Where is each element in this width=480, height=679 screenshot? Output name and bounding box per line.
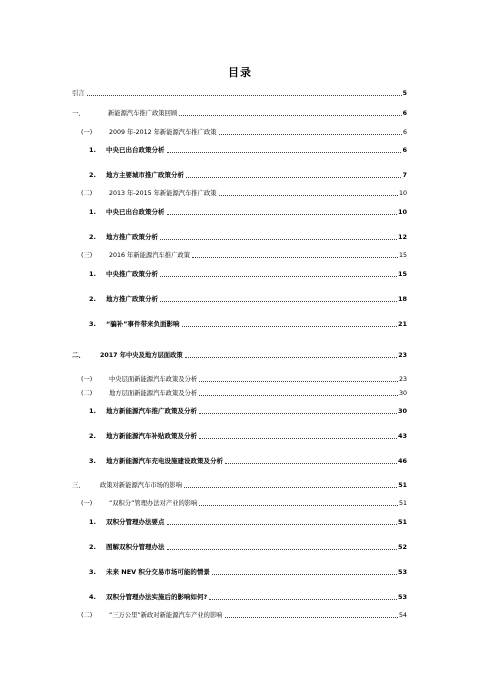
toc-entry-text: 双积分管理办法要点 [106, 518, 165, 526]
toc-leader [199, 413, 397, 414]
toc-leader [219, 195, 398, 196]
toc-entry-text: 新能源汽车推广政策回顾 [108, 110, 178, 117]
toc-entry-text: 地方新能源汽车补贴政策及分析 [106, 432, 197, 440]
toc-entry-page: 21 [397, 320, 407, 328]
toc-entry-page: 51 [398, 482, 407, 489]
toc-entry[interactable] [89, 542, 407, 552]
toc-entry[interactable] [81, 388, 407, 398]
toc-entry-number: (二) [81, 390, 93, 397]
toc-entry-text: 中央已出台政策分析 [106, 146, 165, 154]
toc-entry[interactable] [81, 610, 407, 620]
toc-leader [167, 524, 397, 525]
toc-entry-number: 2. [89, 432, 96, 440]
toc-leader [182, 326, 397, 327]
toc-entry-text: 中央已出台政策分析 [106, 208, 165, 216]
toc-entry-text: 政策对新能源汽车市场的影响 [100, 482, 182, 489]
toc-entry-text: 地方层面新能源汽车政策及分析 [109, 390, 198, 397]
toc-entry-page: 12 [397, 233, 407, 241]
toc-entry-page: 53 [397, 593, 407, 601]
toc-entry-text: “三万公里”新政对新能源汽车产业的影响 [109, 612, 223, 619]
toc-entry-number: 三、 [72, 482, 85, 489]
toc-entry[interactable] [72, 480, 407, 490]
toc-entry-page: 30 [397, 407, 407, 415]
toc-entry-page: 46 [397, 457, 407, 465]
toc-entry[interactable] [89, 431, 407, 441]
toc-entry-number: 3. [89, 320, 96, 328]
toc-entry-number: 1. [89, 518, 96, 526]
toc-entry-text: 未来 NEV 积分交易市场可能的情景 [106, 568, 210, 576]
toc-entry-page: 23 [398, 352, 407, 359]
toc-leader [212, 574, 397, 575]
toc-entry[interactable] [89, 517, 407, 527]
toc-leader [160, 239, 397, 240]
toc-leader [184, 487, 397, 488]
toc-entry[interactable] [89, 294, 407, 304]
toc-entry-text: “骗补”事件带来负面影响 [106, 320, 180, 328]
toc-entry-number: 一、 [72, 110, 85, 117]
toc-entry-text: 图解双积分管理办法 [106, 543, 165, 551]
toc-entry-text: 中央推广政策分析 [106, 270, 158, 278]
toc-entry-page: 53 [397, 568, 407, 576]
toc-entry-page: 5 [402, 90, 407, 97]
toc-entry-number: 2. [89, 295, 96, 303]
toc-leader [199, 438, 397, 439]
toc-leader [209, 599, 397, 600]
toc-entry-number: 2. [89, 543, 96, 551]
toc-entry-number: (一) [81, 376, 93, 383]
toc-leader [167, 214, 397, 215]
toc-leader [160, 301, 397, 302]
toc-leader [199, 395, 398, 396]
toc-entry-text: 双积分管理办法实施后的影响如何? [106, 593, 208, 601]
toc-entry-page: 7 [402, 171, 407, 179]
toc-entry-text: 2016 年新能源汽车推广政策 [109, 252, 190, 259]
toc-entry-page: 18 [397, 295, 407, 303]
toc-entry-page: 23 [398, 376, 407, 383]
toc-leader [199, 505, 398, 506]
toc-title: 目录 [228, 66, 252, 79]
toc-entry-page: 15 [397, 270, 407, 278]
toc-entry-page: 6 [402, 146, 407, 154]
toc-entry-number: 1. [89, 208, 96, 216]
toc-entry[interactable] [89, 232, 407, 242]
toc-entry-number: 1. [89, 146, 96, 154]
toc-entry-page: 15 [398, 252, 407, 259]
toc-entry-text: 地方主要城市推广政策分析 [106, 171, 184, 179]
toc-entry-text: 地方推广政策分析 [106, 233, 158, 241]
toc-entry[interactable] [81, 498, 407, 508]
toc-leader [160, 276, 397, 277]
toc-leader [199, 381, 398, 382]
toc-entry[interactable] [81, 250, 407, 260]
toc-leader [192, 257, 398, 258]
toc-entry-number: 1. [89, 407, 96, 415]
toc-entry-number: 4. [89, 593, 96, 601]
toc-leader [225, 463, 397, 464]
toc-entry-number: (一) [81, 129, 93, 136]
toc-leader [167, 549, 397, 550]
toc-entry[interactable] [89, 456, 407, 466]
toc-entry-text: “双积分”管理办法对产业的影响 [109, 500, 198, 507]
toc-entry-number: 3. [89, 568, 96, 576]
toc-entry-text: 引言 [72, 90, 85, 97]
toc-entry-text: 2017 年中央及地方层面政策 [100, 352, 183, 359]
toc-entry-text: 地方新能源汽车充电设施建设政策及分析 [106, 457, 223, 465]
toc-entry-page: 10 [397, 208, 407, 216]
toc-entry[interactable] [89, 592, 407, 602]
toc-entry-page: 51 [398, 500, 407, 507]
toc-entry-number: 二、 [72, 352, 85, 359]
toc-entry[interactable] [89, 207, 407, 217]
toc-entry-text: 中央层面新能源汽车政策及分析 [109, 376, 198, 383]
toc-entry-number: 3. [89, 457, 96, 465]
toc-entry[interactable] [89, 319, 407, 329]
toc-entry-page: 52 [397, 543, 407, 551]
toc-entry[interactable] [81, 188, 407, 198]
toc-entry[interactable] [81, 374, 407, 384]
toc-entry-number: 1. [89, 270, 96, 278]
toc-entry[interactable] [89, 567, 407, 577]
toc-entry-text: 地方推广政策分析 [106, 295, 158, 303]
toc-entry[interactable] [81, 127, 407, 137]
toc-leader [179, 115, 401, 116]
toc-entry-page: 30 [398, 390, 407, 397]
toc-entry-number: 2. [89, 171, 96, 179]
toc-entry-number: 2. [89, 233, 96, 241]
toc-entry[interactable] [72, 88, 407, 98]
toc-entry-text: 2013 年-2015 年新能源汽车推广政策 [109, 190, 217, 197]
toc-entry[interactable] [89, 145, 407, 155]
toc-entry-page: 51 [397, 518, 407, 526]
toc-entry-number: (一) [81, 500, 93, 507]
toc-leader [87, 95, 402, 96]
toc-entry-page: 43 [397, 432, 407, 440]
toc-entry[interactable] [89, 170, 407, 180]
toc-entry-page: 6 [402, 129, 407, 136]
toc-entry-page: 54 [398, 612, 407, 619]
toc-entry-number: (二) [81, 190, 93, 197]
toc-entry-page: 6 [402, 110, 407, 117]
toc-entry-number: (二) [81, 612, 93, 619]
toc-leader [219, 134, 402, 135]
toc-entry-text: 地方新能源汽车推广政策及分析 [106, 407, 197, 415]
toc-entry[interactable] [89, 269, 407, 279]
toc-entry-page: 10 [398, 190, 407, 197]
toc-leader [185, 357, 398, 358]
toc-entry[interactable] [72, 108, 407, 118]
toc-entry[interactable] [72, 350, 407, 360]
toc-entry[interactable] [89, 406, 407, 416]
toc-leader [225, 617, 398, 618]
toc-entry-text: 2009 年-2012 年新能源汽车推广政策 [109, 129, 217, 136]
toc-leader [167, 152, 402, 153]
toc-entry-number: (三) [81, 252, 93, 259]
toc-leader [186, 177, 401, 178]
